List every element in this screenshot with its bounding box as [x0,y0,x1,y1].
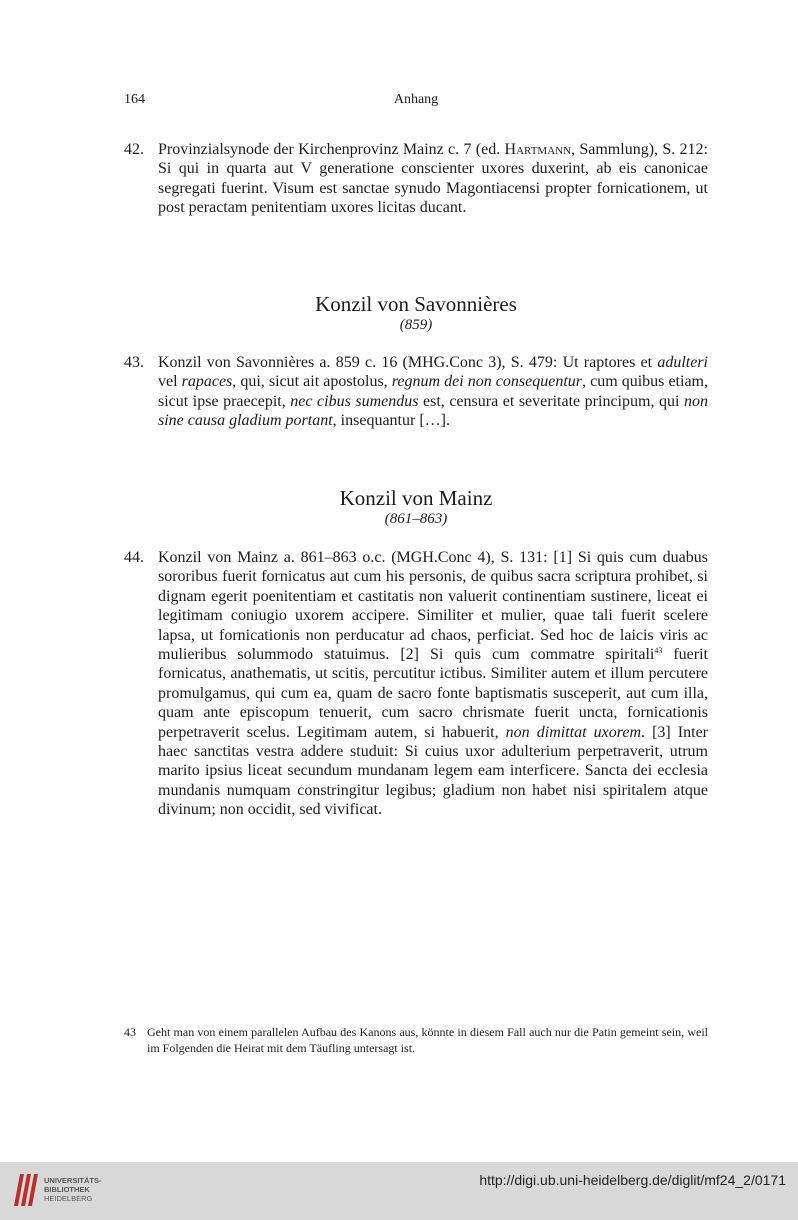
entry-text: Konzil von Savonnières a. 859 c. 16 (MHG.Conc 3), S. 479: Ut raptores et adulteri vel rapaces, qui, sicut ait apostolus, regnum dei non consequentur, cum quibus etiam, sicut ipse praecepit, nec cibus sumendus est, censura et severitate principum, qui non sine causa gladium portant, insequantur […]. [158,354,708,430]
section-title: Konzil von Savonnières [315,292,517,316]
entry-44 [124,548,708,820]
section-heading-mainz [124,486,708,528]
viewer-footer [0,1162,798,1220]
editor-name: Hartmann [504,141,572,158]
section-date: (859) [399,317,433,333]
entry-number: 44. [124,549,144,566]
section-title: Konzil von Mainz [339,486,493,510]
entry-number: 43. [124,354,144,371]
permalink-url[interactable]: http://digi.ub.uni-heidelberg.de/diglit/mf24_2/0171 [479,1172,786,1188]
section-heading-savonnieres [124,292,708,334]
logo-text: UNIVERSITÄTS- BIBLIOTHEK HEIDELBERG [44,1176,102,1203]
running-head [124,92,708,110]
section-date: (861–863) [384,511,448,527]
footnote-text: Geht man von einem parallelen Aufbau des Kanons aus, könnte in diesem Fall auch nur die Patin gemeint sein, weil im Folgenden die Heirat mit dem Täufling untersagt ist. [147,1025,708,1055]
page-number: 164 [124,92,145,107]
entry-text: Provinzialsynode der Kirchenprovinz Mainz c. 7 (ed. Hartmann, Sammlung), S. 212: Si qui in quarta aut V generatione conscienter uxores duxerint, ab eis canonicae segregati fuerint. Visum est sanctae synudo Magontiacensi propter fornicationem, ut post peractam penitentiam uxores licitas ducant. [158,141,708,217]
running-head-title: Anhang [393,92,439,107]
footnote-number: 43 [124,1025,136,1039]
entry-43 [124,353,708,431]
entry-number: 42. [124,141,144,158]
library-logo-icon [12,1170,40,1208]
footnote-ref[interactable]: 43 [654,646,663,656]
library-logo[interactable] [12,1168,112,1214]
entry-42 [124,140,708,218]
footnote-43 [124,1024,708,1056]
entry-text: Konzil von Mainz a. 861–863 o.c. (MGH.Conc 4), S. 131: [1] Si quis cum duabus sororibus fuerit fornicatus aut cum his personis, de quibus sacra scriptura prohibet, si dignam egerit poenitentiam et castitatis non valuerit continentiam sustinere, liceat ei legitimam coniugio uxorem accipere. Similiter et mulier, quae tali fuerit scelere lapsa, ut fornicationis non perducatur ad chaos, perficiat. Sed hoc de laicis viris ac mulieribus solummodo statuimus. [2] Si quis cum commatre spiritali$^{43}$ fuerit fornicatus, anathematis, ut scitis, percutitur ictibus. Similiter autem et illum percutere promulgamus, qui cum ea, quam de sacro fonte baptismatis susceperit, aut cum illa, quam ante episcopum tenuerit, cum sacro chrismate fuerit uncta, fornicationis perpetraverit scelus. Legitimam autem, si habuerit, non dimittat uxorem. [3] Inter haec sanctitas vestra addere studuit: Si cuius uxor adulterium perpetraverit, utrum marito ipsius liceat secundum mundanam legem eam interficere. Sancta dei ecclesia mundanis numquam constringitur legibus; gladium non habet nisi spiritalem atque divinum; non occidit, sed vivificat. [158,549,709,819]
